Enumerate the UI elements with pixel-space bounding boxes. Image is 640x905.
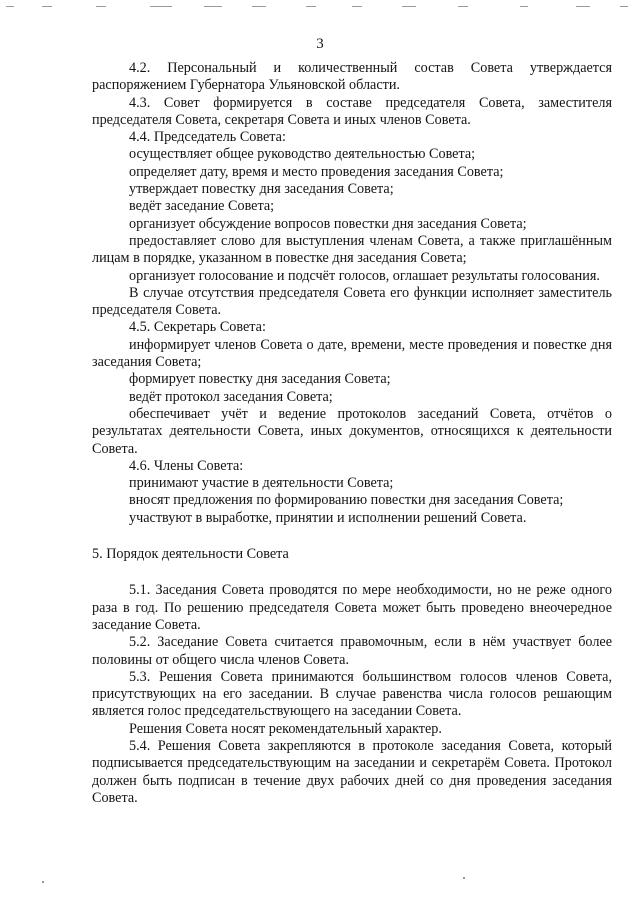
paragraph: 5.4. Решения Совета закрепляются в протоколе заседания Совета, который подписывается председательствующим на заседании и секретарём Совета. Протокол должен быть подписан в течение двух рабочих дней со дня проведения заседания Совета. — [92, 737, 612, 806]
paragraph: ведёт протокол заседания Совета; — [129, 388, 333, 405]
paragraph: 4.2. Персональный и количественный состав Совета утверждается распоряжением Губернатора Ульяновской области. — [92, 60, 612, 94]
paragraph: организует голосование и подсчёт голосов, оглашает результаты голосования. — [129, 267, 600, 284]
paragraph: 5.3. Решения Совета принимаются большинством голосов членов Совета, присутствующих на его заседании. В случае равенства числа голосов решающим является голос председательствующего на заседании Совета. — [92, 668, 612, 720]
paragraph: 4.3. Совет формируется в составе председателя Совета, заместителя председателя Совета, секретаря Совета и иных членов Совета. — [92, 94, 612, 128]
section-4-text — [92, 60, 612, 527]
paragraph: 4.6. Члены Совета: — [129, 457, 244, 474]
paragraph: 4.4. Председатель Совета: — [129, 129, 286, 146]
paragraph: осуществляет общее руководство деятельностью Совета; — [129, 146, 476, 163]
section-heading: 5. Порядок деятельности Совета — [92, 546, 289, 563]
section-5-text — [92, 582, 612, 807]
paragraph: 5.2. Заседание Совета считается правомочным, если в нём участвует более половины от общего числа членов Совета. — [92, 634, 612, 668]
paragraph: ведёт заседание Совета; — [129, 198, 275, 215]
paragraph: Решения Совета носят рекомендательный характер. — [129, 720, 442, 737]
paragraph: В случае отсутствия председателя Совета его функции исполняет заместитель председателя Совета. — [92, 284, 612, 319]
paragraph: 5.1. Заседания Совета проводятся по мере необходимости, но не реже одного раза в год. По решению председателя Совета может быть проведено внеочередное заседание Совета. — [92, 582, 612, 633]
scan-artifact-top — [0, 6, 640, 10]
paragraph: обеспечивает учёт и ведение протоколов заседаний Совета, отчётов о результатах деятельности Совета, иных документов, относящихся к деятельности Совета. — [92, 405, 612, 457]
scan-speck — [463, 877, 465, 879]
paragraph: 4.5. Секретарь Совета: — [129, 319, 266, 336]
scan-speck — [42, 881, 44, 883]
paragraph: принимают участие в деятельности Совета; — [129, 475, 394, 492]
paragraph: участвуют в выработке, принятии и исполнении решений Совета. — [129, 509, 527, 526]
paragraph: формирует повестку дня заседания Совета; — [129, 371, 391, 388]
paragraph: утверждает повестку дня заседания Совета; — [129, 181, 394, 198]
paragraph: организует обсуждение вопросов повестки дня заседания Совета; — [129, 215, 527, 232]
paragraph: вносят предложения по формированию повестки дня заседания Совета; — [129, 492, 564, 509]
paragraph: предоставляет слово для выступления членам Совета, а также приглашённым лицам в порядке, указанном в повестке дня заседания Совета; — [92, 232, 612, 267]
document-body — [92, 60, 612, 807]
paragraph: определяет дату, время и место проведения заседания Совета; — [129, 163, 504, 180]
paragraph: информирует членов Совета о дате, времени, месте проведения и повестке дня заседания Совета; — [92, 336, 612, 371]
page-number: 3 — [316, 36, 324, 52]
